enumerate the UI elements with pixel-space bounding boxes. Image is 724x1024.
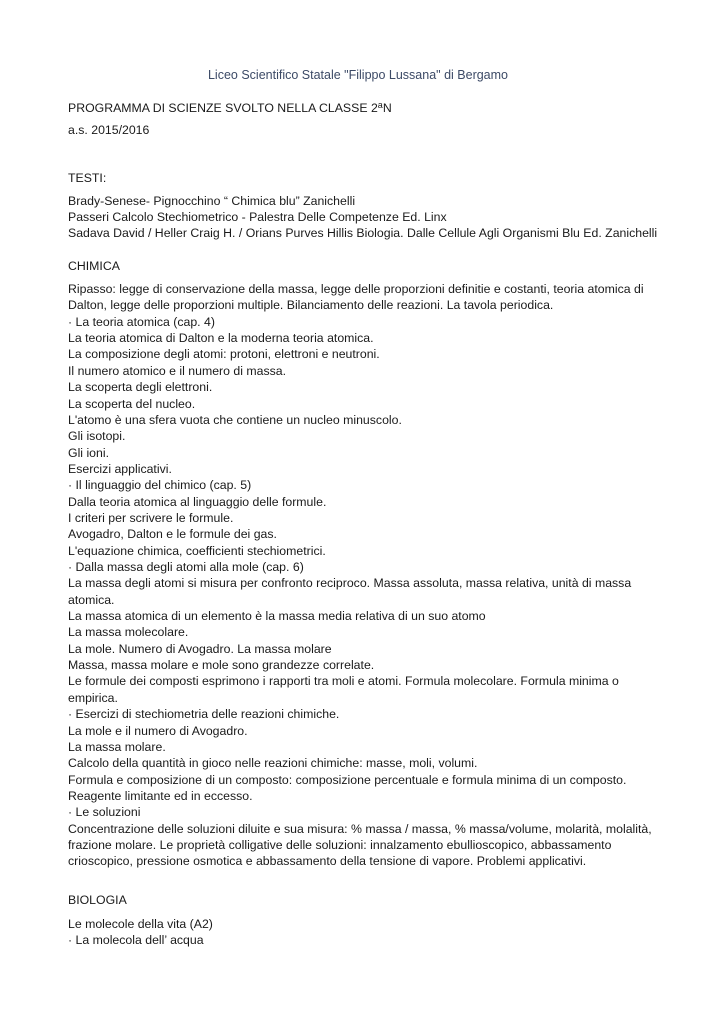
chimica-line: atomica. (68, 592, 115, 607)
chimica-line: La massa molecolare. (68, 625, 189, 640)
chimica-line: L'atomo è una sfera vuota che contiene un nucleo minuscolo. (68, 412, 402, 427)
chimica-line: · La teoria atomica (cap. 4) (68, 314, 215, 329)
chimica-line: Ripasso: legge di conservazione della massa, legge delle proporzioni definitie e costanti, teoria atomica di (68, 282, 644, 296)
chimica-line: La scoperta del nucleo. (68, 396, 196, 411)
program-title-main: PROGRAMMA DI SCIENZE SVOLTO NELLA CLASSE 2 (68, 101, 378, 115)
chimica-line: Gli isotopi. (68, 429, 126, 444)
chimica-line: · Il linguaggio del chimico (cap. 5) (68, 478, 252, 493)
chimica-line: La massa degli atomi si misura per confronto reciproco. Massa assoluta, massa relativa, unità di massa (68, 576, 632, 591)
program-title-suffix: N (382, 101, 392, 115)
chimica-line: · Esercizi di stechiometria delle reazioni chimiche. (68, 707, 340, 722)
biologia-line: · La molecola dell’ acqua (68, 933, 204, 947)
chimica-line: Il numero atomico e il numero di massa. (68, 363, 287, 378)
chimica-line: frazione molare. Le proprietà colligative delle soluzioni: innalzamento ebullioscopico, abbassamento (68, 837, 612, 852)
chimica-line: · Le soluzioni (68, 805, 141, 820)
biologia-heading: BIOLOGIA (68, 893, 127, 907)
chimica-line: Calcolo della quantità in gioco nelle reazioni chimiche: masse, moli, volumi. (68, 756, 478, 771)
chimica-line: Avogadro, Dalton e le formule dei gas. (68, 527, 277, 542)
chimica-line: Reagente limitante ed in eccesso. (68, 788, 253, 803)
chimica-line: La scoperta degli elettroni. (68, 380, 213, 395)
text-item: Brady-Senese- Pignocchino “ Chimica blu” Zanichelli (68, 194, 356, 208)
biologia-line: Le molecole della vita (A2) (68, 917, 213, 931)
chimica-line: Formula e composizione di un composto: composizione percentuale e formula minima di un composto. (68, 772, 627, 787)
chimica-line: I criteri per scrivere le formule. (68, 510, 234, 525)
chimica-line: Dalton, legge delle proporzioni multiple. Bilanciamento delle reazioni. La tavola periodica. (68, 298, 554, 313)
texts-heading: TESTI: (68, 171, 107, 185)
chimica-line: La massa molare. (68, 739, 166, 754)
chimica-line: La massa atomica di un elemento è la massa media relativa di un suo atomo (68, 609, 486, 623)
school-header: Liceo Scientifico Statale "Filippo Lussana" di Bergamo (207, 68, 508, 82)
chimica-heading: CHIMICA (68, 259, 120, 273)
program-title-sup: a (377, 100, 383, 110)
chimica-line: Gli ioni. (68, 445, 110, 460)
chimica-line: · Dalla massa degli atomi alla mole (cap. 6) (68, 560, 304, 574)
chimica-line: Massa, massa molare e mole sono grandezze correlate. (68, 658, 375, 672)
chimica-line: Esercizi applicativi. (68, 461, 172, 476)
chimica-line: empirica. (68, 690, 118, 705)
school-year: a.s. 2015/2016 (68, 123, 150, 137)
chimica-line: crioscopico, pressione osmotica e abbassamento della tensione di vapore. Problemi applicativi. (68, 854, 587, 869)
chimica-line: La mole e il numero di Avogadro. (68, 723, 248, 738)
chimica-line: La composizione degli atomi: protoni, elettroni e neutroni. (68, 347, 380, 362)
chimica-line: L'equazione chimica, coefficienti stechiometrici. (68, 543, 326, 558)
text-item: Passeri Calcolo Stechiometrico - Palestra Delle Competenze Ed. Linx (68, 210, 447, 224)
text-item: Sadava David / Heller Craig H. / Orians Purves Hillis Biologia. Dalle Cellule Agli Organismi Blu Ed. Zanichelli (68, 226, 658, 240)
chimica-line: La teoria atomica di Dalton e la moderna teoria atomica. (68, 331, 374, 346)
chimica-line: Concentrazione delle soluzioni diluite e sua misura: % massa / massa, % massa/volume, molarità, molalità, (68, 821, 652, 836)
program-title (68, 97, 392, 116)
chimica-line: Le formule dei composti esprimono i rapporti tra moli e atomi. Formula molecolare. Formula minima o (68, 674, 619, 689)
chimica-line: Dalla teoria atomica al linguaggio delle formule. (68, 494, 327, 509)
chimica-line: La mole. Numero di Avogadro. La massa molare (68, 641, 332, 656)
